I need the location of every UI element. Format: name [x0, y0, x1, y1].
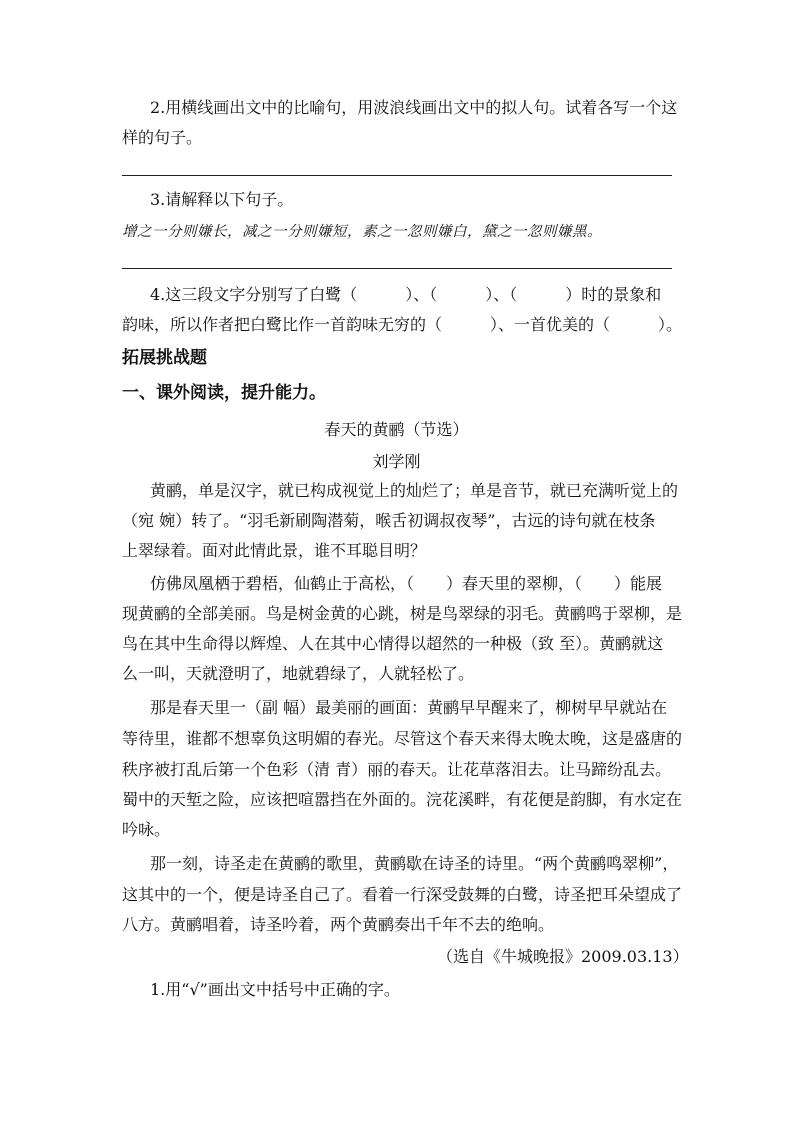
paragraph-2-line: 鸟在其中生命得以辉煌、人在其中心情得以超然的一种极（致 至）。黄鹂就这	[122, 634, 664, 653]
question-4-line-1: 4.这三段文字分别写了白鹭（ ）、（ ）、（ ）时的景象和	[150, 285, 662, 304]
paragraph-4-line: 八方。黄鹂唱着，诗圣吟着，两个黄鹂奏出千年不去的绝响。	[122, 915, 555, 934]
paragraph-1-line: 上翠绿着。面对此情此景，谁不耳聪目明？	[122, 541, 427, 560]
answer-line	[122, 175, 672, 176]
article-title: 春天的黄鹂（节选）	[324, 420, 469, 439]
paragraph-3-line: 秩序被打乱后第一个色彩（清 青）丽的春天。让花草落泪去。让马蹄纷乱去。	[122, 760, 672, 779]
paragraph-1-line: 黄鹂，单是汉字，就已构成视觉上的灿烂了；单是音节，就已充满听觉上的	[150, 481, 679, 500]
article-author: 刘学刚	[372, 452, 421, 471]
paragraph-1-line: （宛 婉）转了。“羽毛新刷陶潜菊，喉舌初调叔夜琴”，古远的诗句就在枝条	[122, 511, 656, 530]
paragraph-3-line: 那是春天里一（副 幅）最美丽的画面：黄鹂早早醒来了，柳树早早就站在	[150, 698, 668, 717]
question-4-line-2: 韵味，所以作者把白鹭比作一首韵味无穷的（ ）、一首优美的（ ）。	[122, 315, 683, 334]
paragraph-2-line: 仿佛凤凰栖于碧梧，仙鹤止于高松，（ ）春天里的翠柳，（ ）能展	[150, 574, 663, 593]
paragraph-3-line: 吟咏。	[122, 820, 171, 839]
paragraph-2-line: 现黄鹂的全部美丽。鸟是树金黄的心跳，树是鸟翠绿的羽毛。黄鹂鸣于翠柳，是	[122, 604, 683, 623]
question-1: 1.用“√”画出文中括号中正确的字。	[150, 980, 400, 999]
answer-line	[122, 268, 672, 269]
paragraph-4-line: 这其中的一个，便是诗圣自己了。看着一行深受鼓舞的白鹭，诗圣把耳朵望成了	[122, 885, 683, 904]
paragraph-2-line: 么一叫，天就澄明了，地就碧绿了，人就轻松了。	[122, 664, 475, 683]
question-2-line-2: 样的句子。	[122, 128, 203, 147]
paragraph-3-line: 等待里，谁都不想辜负这明媚的春光。尽管这个春天来得太晚太晚，这是盛唐的	[122, 729, 683, 748]
paragraph-3-line: 蜀中的天堑之险，应该把喧嚣挡在外面的。浣花溪畔，有花便是韵脚，有水定在	[122, 790, 683, 809]
question-3-title: 3.请解释以下句子。	[150, 190, 294, 209]
question-3-quote: 增之一分则嫌长，减之一分则嫌短，素之一忽则嫌白，黛之一忽则嫌黑。	[122, 224, 602, 240]
article-source: （选自《牛城晚报》2009.03.13）	[437, 947, 689, 966]
paragraph-4-line: 那一刻，诗圣走在黄鹂的歌里，黄鹂歇在诗圣的诗里。“两个黄鹂鸣翠柳”，	[150, 854, 679, 873]
question-2-line-1: 2.用横线画出文中的比喻句，用波浪线画出文中的拟人句。试着各写一个这	[150, 98, 678, 117]
section-heading: 拓展挑战题	[122, 348, 207, 368]
section-subheading: 一、课外阅读，提升能力。	[122, 383, 326, 403]
